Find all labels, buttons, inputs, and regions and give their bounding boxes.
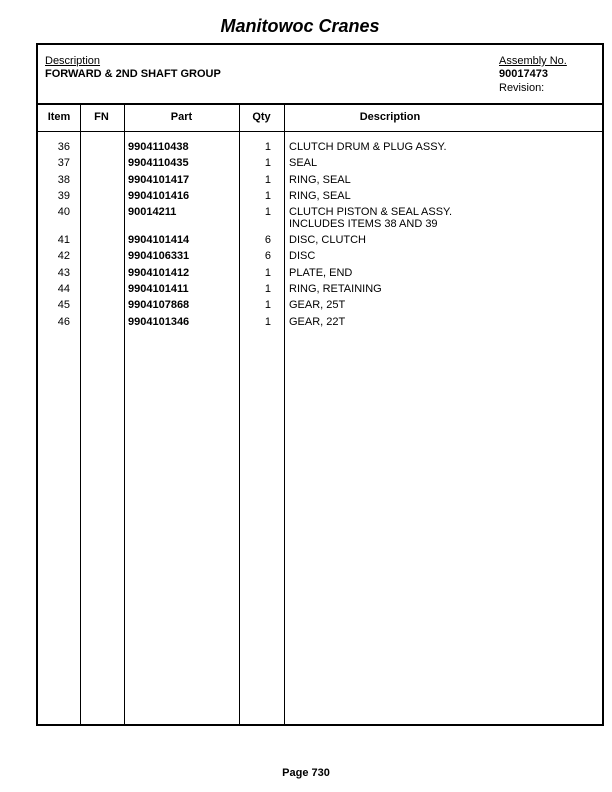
table-row — [38, 157, 602, 173]
item-number: 45 — [57, 299, 70, 312]
quantity: 6 — [264, 234, 271, 247]
column-header-item: Item — [47, 111, 71, 123]
item-number: 40 — [57, 206, 70, 219]
item-number: 46 — [57, 315, 70, 328]
quantity: 1 — [264, 299, 271, 312]
description-line: PLATE, END — [289, 266, 353, 279]
part-number: 9904101417 — [128, 173, 190, 186]
part-number: 9904106331 — [128, 250, 190, 263]
revision-label: Revision: — [499, 82, 545, 94]
part-description — [289, 250, 315, 262]
description-line: GEAR, 25T — [289, 299, 346, 312]
item-number: 36 — [57, 141, 70, 153]
table-row — [38, 250, 602, 266]
part-number: 90014211 — [128, 206, 177, 219]
description-line: CLUTCH DRUM & PLUG ASSY. — [289, 141, 447, 153]
column-header-row — [38, 103, 602, 132]
item-number: 39 — [57, 189, 70, 202]
table-row — [38, 316, 602, 332]
part-number: 9904101414 — [128, 234, 190, 247]
column-header-qty: Qty — [252, 111, 271, 123]
table-row — [38, 141, 602, 157]
part-number: 9904101411 — [128, 283, 189, 296]
item-number: 37 — [57, 157, 70, 170]
part-description — [289, 157, 317, 169]
part-number: 9904107868 — [128, 299, 190, 312]
part-description — [289, 141, 447, 153]
item-number: 44 — [57, 283, 70, 296]
quantity: 1 — [264, 173, 271, 186]
part-description — [289, 299, 345, 311]
part-description — [289, 316, 345, 328]
assembly-header — [38, 45, 602, 105]
part-number: 9904101346 — [128, 315, 190, 328]
description-label: Description — [45, 55, 101, 67]
part-description — [289, 174, 351, 186]
item-number: 42 — [57, 250, 70, 263]
description-line: RING, SEAL — [289, 189, 351, 202]
part-number: 9904110435 — [128, 157, 189, 170]
item-number: 43 — [57, 266, 70, 279]
part-description — [289, 190, 351, 202]
description-line: CLUTCH PISTON & SEAL ASSY. — [289, 206, 453, 219]
table-row — [38, 190, 602, 206]
description-line: RING, SEAL — [289, 173, 351, 186]
parts-list-frame — [36, 43, 604, 726]
part-number: 9904101412 — [128, 266, 190, 279]
part-description — [289, 206, 452, 230]
item-number: 38 — [57, 173, 70, 186]
column-header-part: Part — [170, 111, 193, 123]
quantity: 1 — [264, 283, 271, 296]
column-header-fn: FN — [94, 111, 109, 123]
document-title: Manitowoc Cranes — [220, 16, 380, 36]
assembly-number-value: 90017473 — [499, 68, 548, 80]
table-row — [38, 299, 602, 315]
quantity: 1 — [264, 315, 271, 328]
quantity: 1 — [264, 141, 271, 153]
part-description — [289, 234, 366, 246]
quantity: 1 — [264, 206, 271, 219]
description-line: SEAL — [289, 157, 318, 170]
quantity: 6 — [264, 250, 271, 263]
part-number: 9904101416 — [128, 189, 190, 202]
part-number: 9904110438 — [128, 141, 189, 153]
table-row — [38, 234, 602, 250]
quantity: 1 — [264, 189, 271, 202]
page-number: Page 730 — [282, 767, 330, 779]
description-line: INCLUDES ITEMS 38 AND 39 — [289, 218, 438, 231]
item-number: 41 — [57, 234, 70, 247]
description-line: DISC — [289, 250, 316, 263]
table-row — [38, 206, 602, 234]
table-row — [38, 267, 602, 283]
parts-table-body — [38, 141, 602, 332]
description-line: GEAR, 22T — [289, 315, 346, 328]
assembly-number-label: Assembly No. — [499, 55, 567, 67]
part-description — [289, 267, 352, 279]
description-line: DISC, CLUTCH — [289, 234, 367, 247]
description-line: RING, RETAINING — [289, 283, 382, 296]
part-description — [289, 283, 382, 295]
table-row — [38, 174, 602, 190]
quantity: 1 — [264, 157, 271, 170]
quantity: 1 — [264, 266, 271, 279]
column-header-description: Description — [359, 111, 421, 123]
table-row — [38, 283, 602, 299]
description-value: FORWARD & 2ND SHAFT GROUP — [45, 68, 221, 80]
